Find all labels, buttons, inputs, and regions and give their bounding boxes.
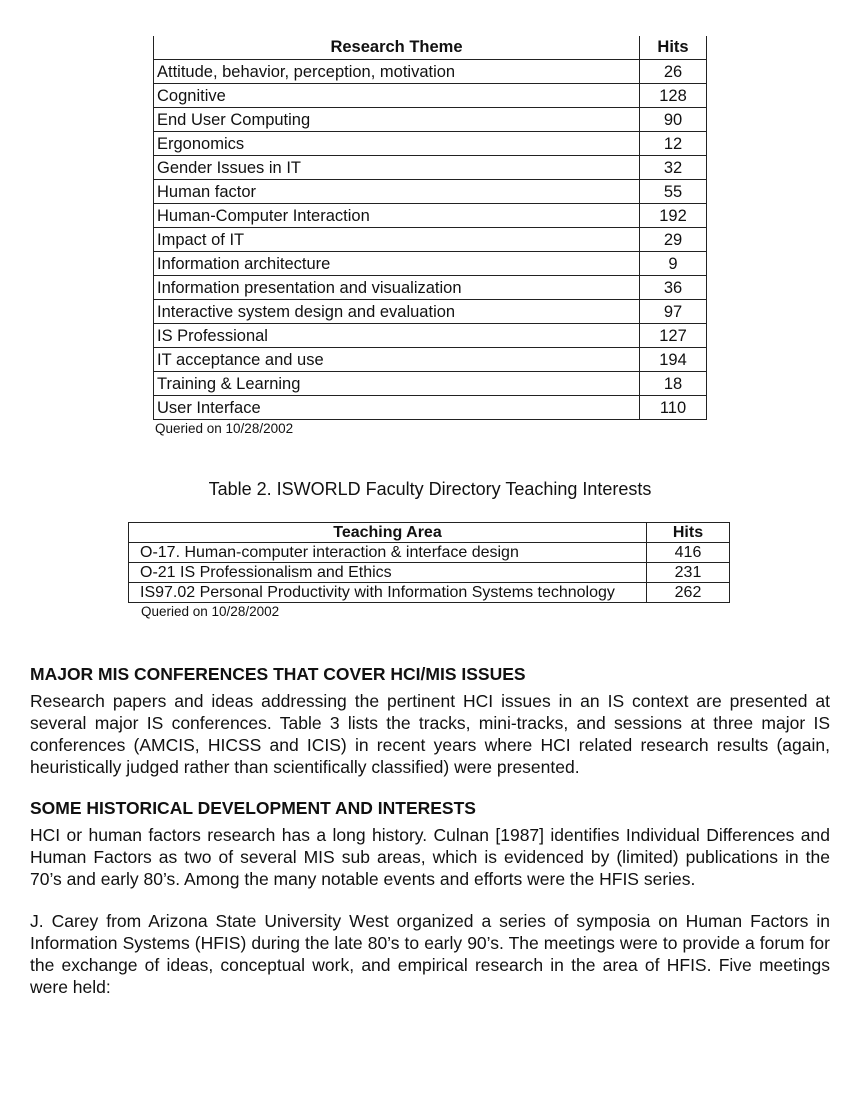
table-cell-hits: 128 xyxy=(640,84,707,108)
table1-query-note: Queried on 10/28/2002 xyxy=(155,421,294,436)
table-row xyxy=(154,60,707,84)
table-cell-hits: 90 xyxy=(640,108,707,132)
table-row xyxy=(154,156,707,180)
table-row xyxy=(154,252,707,276)
table-cell-label: Information architecture xyxy=(154,252,640,276)
paragraph-history-2: J. Carey from Arizona State University West organized a series of symposia on Human Factors in Information Systems (HFIS) during the late 80’s to early 90’s. The meetings were to provide a forum for the exchange of ideas, conceptual work, and empirical research in the area of HFIS. Five meetings were held: xyxy=(30,911,830,997)
table-cell-hits: 29 xyxy=(640,228,707,252)
table-cell-label: Cognitive xyxy=(154,84,640,108)
table-cell-hits: 192 xyxy=(640,204,707,228)
paragraph-conferences: Research papers and ideas addressing the pertinent HCI issues in an IS context are presented at several major IS conferences. Table 3 lists the tracks, mini-tracks, and sessions at three major IS conferences (AMCIS, HICSS and ICIS) in recent years where HCI related research results (again, heuristically judged rather than scientifically classified) were presented. xyxy=(30,691,830,777)
table-row xyxy=(154,228,707,252)
table-row xyxy=(154,324,707,348)
table-cell-hits: 36 xyxy=(640,276,707,300)
column-header-hits: Hits xyxy=(640,36,707,60)
table-cell-hits: 127 xyxy=(640,324,707,348)
table-cell-label: O-17. Human-computer interaction & interface design xyxy=(129,543,647,563)
table-cell-label: Human-Computer Interaction xyxy=(154,204,640,228)
table-cell-label: Interactive system design and evaluation xyxy=(154,300,640,324)
table-cell-label: Gender Issues in IT xyxy=(154,156,640,180)
teaching-area-table xyxy=(128,522,730,603)
table-row xyxy=(154,204,707,228)
table-cell-label: User Interface xyxy=(154,396,640,420)
table-row xyxy=(154,132,707,156)
table-cell-label: Attitude, behavior, perception, motivation xyxy=(154,60,640,84)
column-header-teaching-area: Teaching Area xyxy=(129,523,647,543)
table-cell-label: IS Professional xyxy=(154,324,640,348)
section-heading-conferences: MAJOR MIS CONFERENCES THAT COVER HCI/MIS ISSUES xyxy=(30,664,526,684)
table-row xyxy=(154,108,707,132)
table-cell-hits: 97 xyxy=(640,300,707,324)
table-cell-hits: 416 xyxy=(647,543,730,563)
table-cell-label: Impact of IT xyxy=(154,228,640,252)
table-row xyxy=(154,84,707,108)
table-row xyxy=(154,372,707,396)
table-cell-hits: 194 xyxy=(640,348,707,372)
table-cell-hits: 110 xyxy=(640,396,707,420)
table-cell-label: Ergonomics xyxy=(154,132,640,156)
table-cell-label: Information presentation and visualization xyxy=(154,276,640,300)
table-row xyxy=(154,396,707,420)
table-cell-hits: 55 xyxy=(640,180,707,204)
table-row xyxy=(154,348,707,372)
section-heading-history: SOME HISTORICAL DEVELOPMENT AND INTERESTS xyxy=(30,798,476,818)
table-cell-label: IS97.02 Personal Productivity with Information Systems technology xyxy=(129,583,647,603)
table-cell-hits: 9 xyxy=(640,252,707,276)
table-row xyxy=(154,300,707,324)
table-cell-label: Human factor xyxy=(154,180,640,204)
column-header-hits: Hits xyxy=(647,523,730,543)
table-cell-hits: 18 xyxy=(640,372,707,396)
table2-query-note: Queried on 10/28/2002 xyxy=(141,604,280,619)
table-cell-label: O-21 IS Professionalism and Ethics xyxy=(129,563,647,583)
table-row xyxy=(129,563,730,583)
table-cell-hits: 262 xyxy=(647,583,730,603)
table2-caption: Table 2. ISWORLD Faculty Directory Teaching Interests xyxy=(208,479,652,499)
table-cell-label: IT acceptance and use xyxy=(154,348,640,372)
table-row xyxy=(154,276,707,300)
table-cell-hits: 32 xyxy=(640,156,707,180)
paragraph-history-1: HCI or human factors research has a long history. Culnan [1987] identifies Individual Differences and Human Factors as two of several MIS sub areas, which is evidenced by (limited) publications in the 70’s and early 80’s. Among the many notable events and efforts were the HFIS series. xyxy=(30,825,830,889)
table-cell-label: Training & Learning xyxy=(154,372,640,396)
table-cell-hits: 12 xyxy=(640,132,707,156)
table-cell-hits: 231 xyxy=(647,563,730,583)
column-header-research-theme: Research Theme xyxy=(154,36,640,60)
table-row xyxy=(129,543,730,563)
table-row xyxy=(154,180,707,204)
table-cell-label: End User Computing xyxy=(154,108,640,132)
table-cell-hits: 26 xyxy=(640,60,707,84)
table-row xyxy=(129,583,730,603)
research-theme-table xyxy=(153,36,707,420)
